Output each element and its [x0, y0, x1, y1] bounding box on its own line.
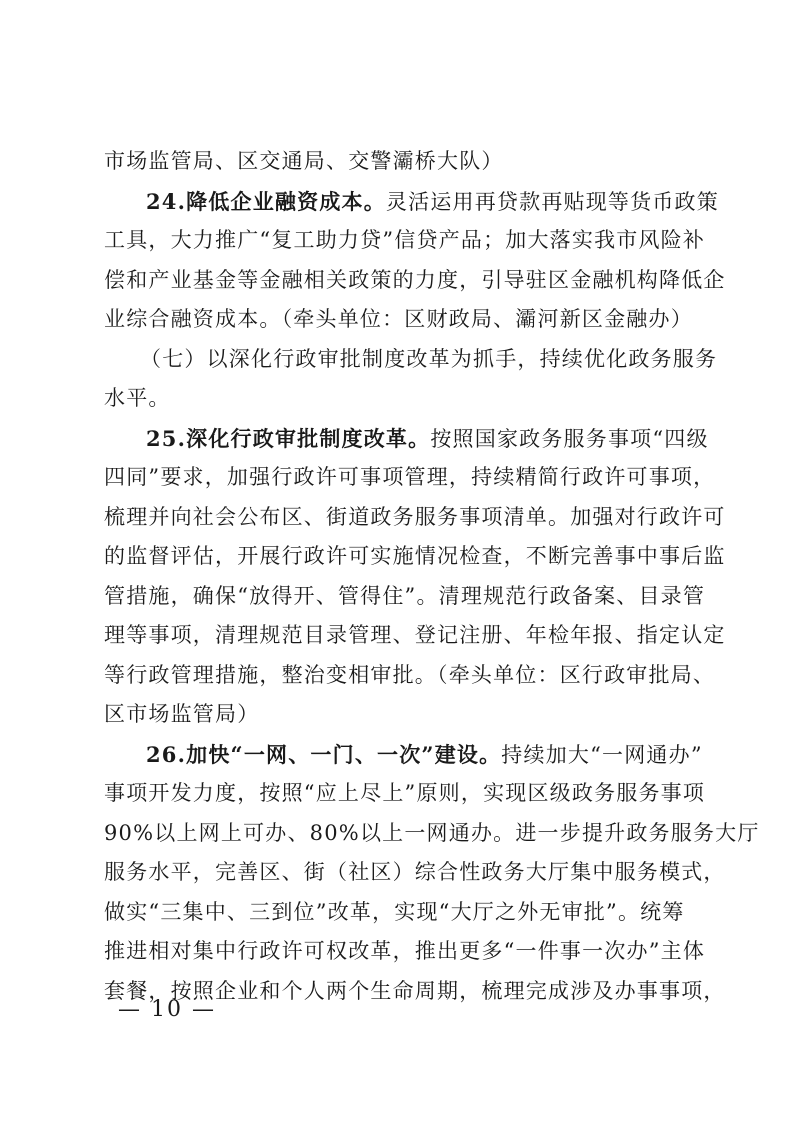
item-24-heading: 24.降低企业融资成本。 [146, 188, 386, 214]
item-26-heading: 26.加快“一网、一门、一次”建设。 [146, 741, 502, 767]
text-line: 市场监管局、区交通局、交警灞桥大队） [104, 149, 504, 173]
text-line: 四同”要求，加强行政许可事项管理，持续精简行政许可事项， [104, 465, 716, 489]
text-line: 管措施，确保“放得开、管得住”。清理规范行政备案、目录管 [104, 583, 706, 608]
text-line: 理等事项，清理规范目录管理、登记注册、年检年报、指定认定 [104, 623, 726, 647]
text-line: 推进相对集中行政许可权改革，推出更多“一件事一次办”主体 [104, 939, 706, 963]
item-25-text: 按照国家政务服务事项“四级 [430, 426, 709, 451]
text-line: 偿和产业基金等金融相关政策的力度，引导驻区金融机构降低企 [104, 267, 726, 292]
text-line: 的监督评估，开展行政许可实施情况检查，不断完善事中事后监 [104, 544, 726, 568]
text-line: 事项开发力度，按照“应上尽上”原则，实现区级政务服务事项 [104, 781, 706, 805]
text-line: 水平。 [104, 386, 171, 410]
item-25-paragraph-start [104, 419, 709, 459]
text-line: 90%以上网上可办、80%以上一网通办。进一步提升政务服务大厅 [104, 820, 760, 845]
text-line: 梳理并向社会公布区、街道政务服务事项清单。加强对行政许可 [104, 504, 726, 529]
document-body [104, 142, 760, 1011]
text-line: 做实“三集中、三到位”改革，实现“大厅之外无审批”。统筹 [104, 899, 685, 924]
text-line: 区市场监管局） [104, 702, 260, 726]
text-line: 等行政管理措施，整治变相审批。（牵头单位：区行政审批局、 [104, 662, 716, 687]
text-line: 业综合融资成本。（牵头单位：区财政局、灞河新区金融办） [104, 307, 693, 331]
text-line: 套餐，按照企业和个人两个生命周期，梳理完成涉及办事事项， [104, 978, 726, 1003]
item-25-heading: 25.深化行政审批制度改革。 [146, 425, 431, 451]
text-line: 服务水平，完善区、街（社区）综合性政务大厅集中服务模式， [104, 860, 726, 884]
item-26-text: 持续加大“一网通办” [501, 742, 703, 767]
section-7-heading: （七）以深化行政审批制度改革为抓手，持续优化政务服务 [140, 346, 718, 371]
item-24-paragraph-start [104, 182, 719, 222]
item-26-paragraph-start [104, 735, 703, 775]
page-number: — 10 — [118, 997, 216, 1022]
text-line: 工具，大力推广“复工助力贷”信贷产品；加大落实我市风险补 [104, 228, 706, 252]
item-24-text: 灵活运用再贷款再贴现等货币政策 [385, 189, 719, 214]
